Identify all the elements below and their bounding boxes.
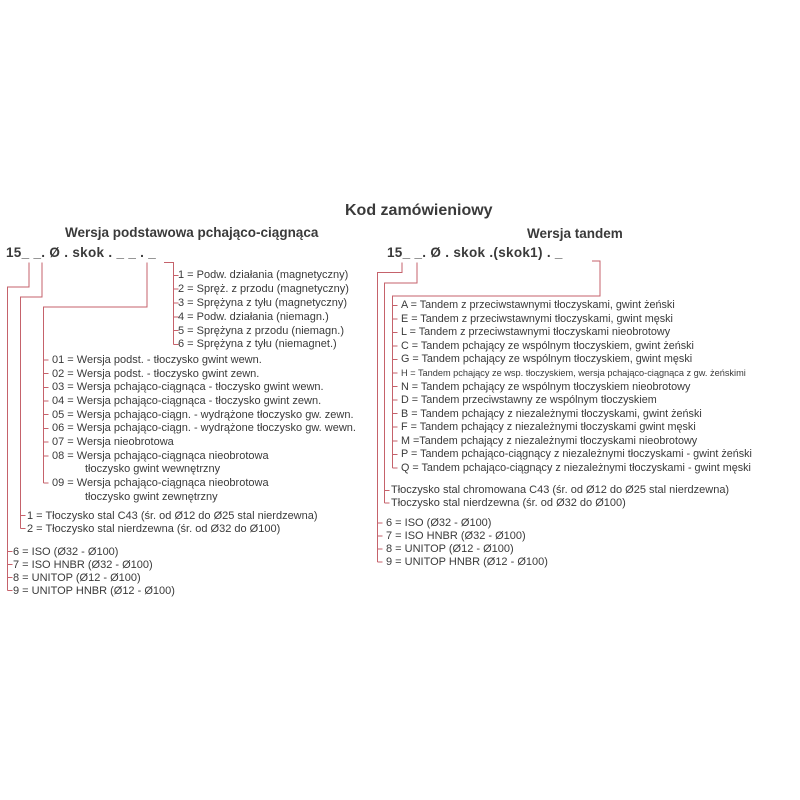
- action-item: 1 = Podw. działania (magnetyczny): [178, 269, 349, 282]
- rod-steel-item: Tłoczysko stal nierdzewna (śr. od Ø32 do Ø100): [391, 497, 626, 510]
- version-item: 02 = Wersja podst. - tłoczysko gwint zewn.: [52, 367, 260, 380]
- action-item: 4 = Podw. działania (niemagn.): [178, 310, 329, 323]
- connector-left-rod: [21, 263, 43, 529]
- left-section-heading: Wersja podstawowa pchająco-ciągnąca: [65, 225, 319, 240]
- series-item: 9 = UNITOP HNBR (Ø12 - Ø100): [13, 584, 175, 597]
- rod-steel-item: 1 = Tłoczysko stal C43 (śr. od Ø12 do Ø25 stal nierdzewna): [27, 509, 318, 522]
- version-item: 08 = Wersja pchająco-ciągnąca nieobrotowa: [52, 449, 269, 462]
- version-item-continuation: tłoczysko gwint zewnętrzny: [85, 490, 218, 503]
- right-tandem-type-list: [401, 299, 752, 475]
- version-item: 04 = Wersja pchająco-ciągnąca - tłoczysko gwint zewn.: [52, 394, 322, 407]
- action-item: 5 = Sprężyna z przodu (niemagn.): [178, 324, 345, 337]
- version-item: 01 = Wersja podst. - tłoczysko gwint wewn.: [52, 353, 262, 366]
- left-order-code: 15_ _. Ø . skok . _ _ . _: [6, 245, 157, 260]
- right-section-heading: Wersja tandem: [527, 226, 623, 241]
- tandem-type-item: H = Tandem pchający ze wsp. tłoczyskiem, wersja pchająco-ciągnąca z gw. żeńskimi: [401, 368, 746, 378]
- right-series-list: [386, 517, 548, 569]
- ticks-left-series: [8, 552, 13, 591]
- series-item: 8 = UNITOP (Ø12 - Ø100): [386, 543, 514, 555]
- version-item: 07 = Wersja nieobrotowa: [52, 435, 174, 448]
- action-item: 2 = Spręż. z przodu (magnetyczny): [178, 283, 349, 296]
- left-action-list: [178, 269, 349, 352]
- version-item: 05 = Wersja pchająco-ciągn. - wydrążone tłoczysko gw. zewn.: [52, 408, 354, 421]
- version-item-continuation: tłoczysko gwint wewnętrzny: [85, 463, 221, 476]
- ticks-right-tandem: [393, 305, 398, 468]
- connector-left-series: [8, 263, 30, 591]
- tandem-type-item: F = Tandem pchający z niezależnymi tłoczyskami gwint męski: [401, 421, 696, 434]
- ticks-right-series: [378, 523, 383, 562]
- series-item: 7 = ISO HNBR (Ø32 - Ø100): [13, 558, 153, 571]
- series-item: 7 = ISO HNBR (Ø32 - Ø100): [386, 530, 526, 542]
- ticks-left-rod: [21, 516, 26, 529]
- tandem-type-item: L = Tandem z przeciwstawnymi tłoczyskami nieobrotowy: [401, 326, 671, 339]
- tandem-type-item: C = Tandem pchający ze wspólnym tłoczyskiem, gwint żeński: [401, 339, 694, 352]
- right-order-code: 15_ _. Ø . skok .(skok1) . _: [387, 245, 563, 260]
- tandem-type-item: B = Tandem pchający z niezależnymi tłoczyskami, gwint żeński: [401, 407, 702, 420]
- ticks-left-versions: [44, 360, 49, 483]
- version-item: 03 = Wersja pchająco-ciągnąca - tłoczysko gwint wewn.: [52, 381, 324, 394]
- right-rod-steel-list: [391, 484, 729, 509]
- left-version-list: [52, 353, 356, 504]
- tandem-type-item: E = Tandem z przeciwstawnymi tłoczyskami, gwint męski: [401, 312, 673, 325]
- left-series-list: [13, 545, 175, 597]
- action-item: 6 = Sprężyna z tyłu (niemagnet.): [178, 338, 337, 351]
- version-item: 06 = Wersja pchająco-ciągn. - wydrążone tłoczysko gw. wewn.: [52, 422, 356, 435]
- series-item: 6 = ISO (Ø32 - Ø100): [386, 517, 492, 529]
- tandem-type-item: P = Tandem pchająco-ciągnący z niezależnymi tłoczyskami - gwint żeński: [401, 448, 752, 461]
- version-item: 09 = Wersja pchająco-ciągnąca nieobrotowa: [52, 477, 269, 490]
- tandem-type-item: M =Tandem pchający z niezależnymi tłoczyskami nieobrotowy: [401, 434, 698, 447]
- tandem-type-item: N = Tandem pchający ze wspólnym tłoczyskiem nieobrotowy: [401, 380, 691, 393]
- tandem-type-item: Q = Tandem pchająco-ciągnący z niezależnymi tłoczyskami - gwint męski: [401, 461, 751, 474]
- series-item: 9 = UNITOP HNBR (Ø12 - Ø100): [386, 556, 548, 568]
- series-item: 8 = UNITOP (Ø12 - Ø100): [13, 571, 141, 584]
- tandem-type-item: G = Tandem pchający ze wspólnym tłoczyskiem, gwint męski: [401, 353, 693, 366]
- tandem-type-item: A = Tandem z przeciwstawnymi tłoczyskami, gwint żeński: [401, 299, 675, 312]
- series-item: 6 = ISO (Ø32 - Ø100): [13, 545, 119, 558]
- connector-left-actions: [164, 263, 174, 345]
- rod-steel-item: 2 = Tłoczysko stal nierdzewna (śr. od Ø32 do Ø100): [27, 522, 281, 535]
- tandem-type-item: D = Tandem przeciwstawny ze wspólnym tłoczyskiem: [401, 394, 657, 407]
- left-rod-steel-list: [27, 509, 318, 535]
- action-item: 3 = Sprężyna z tyłu (magnetyczny): [178, 296, 348, 309]
- page-title: Kod zamówieniowy: [345, 202, 493, 219]
- rod-steel-item: Tłoczysko stal chromowana C43 (śr. od Ø12 do Ø25 stal nierdzewna): [391, 484, 730, 497]
- ticks-right-rod: [385, 490, 390, 503]
